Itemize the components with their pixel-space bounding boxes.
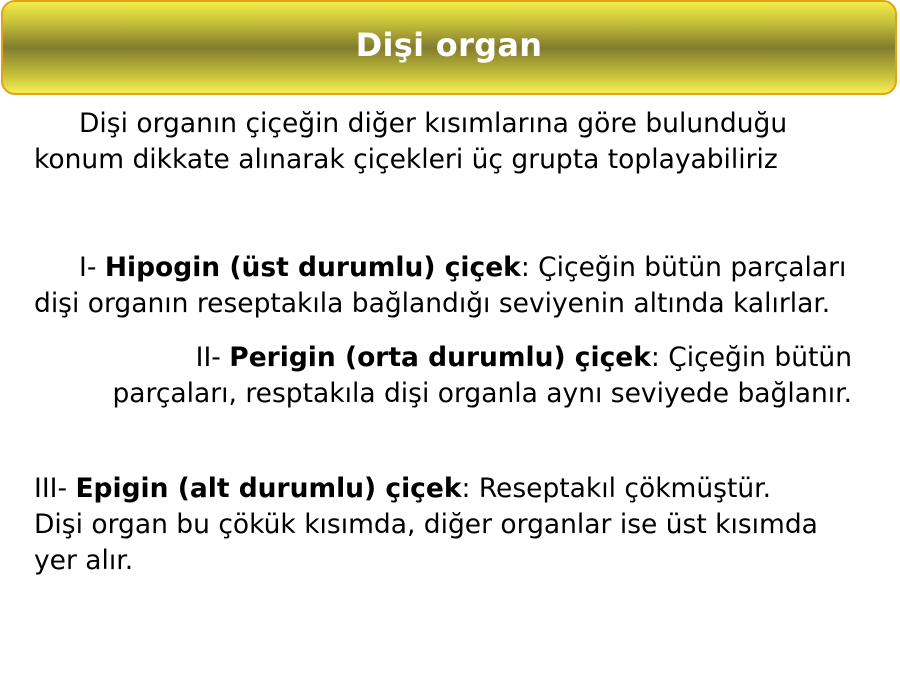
perigin-paragraph	[100, 340, 852, 412]
hipogin-prefix: I-	[79, 252, 105, 283]
hipogin-term: Hipogin (üst durumlu) çiçek	[104, 252, 521, 283]
epigin-term: Epigin (alt durumlu) çiçek	[75, 473, 462, 504]
epigin-prefix: III-	[34, 473, 76, 504]
perigin-prefix: II-	[195, 342, 230, 373]
title-banner	[1, 0, 897, 95]
epigin-description: : Reseptakıl çökmüştür. Dişi organ bu çökük kısımda, diğer organlar ise üst kısımda yer alır.	[34, 473, 818, 576]
epigin-paragraph	[34, 471, 824, 579]
slide-title: Dişi organ	[355, 25, 543, 64]
perigin-description: : Çiçeğin bütün parçaları, resptakıla dişi organla aynı seviyede bağlanır.	[112, 342, 852, 409]
hipogin-description: : Çiçeğin bütün parçaları dişi organın reseptakıla bağlandığı seviyenin altında kalırlar.	[34, 252, 847, 319]
perigin-term: Perigin (orta durumlu) çiçek	[229, 342, 651, 373]
hipogin-paragraph	[34, 250, 864, 322]
intro-paragraph: Dişi organın çiçeğin diğer kısımlarına göre bulunduğu konum dikkate alınarak çiçekleri üç grupta toplayabiliriz	[34, 108, 788, 175]
